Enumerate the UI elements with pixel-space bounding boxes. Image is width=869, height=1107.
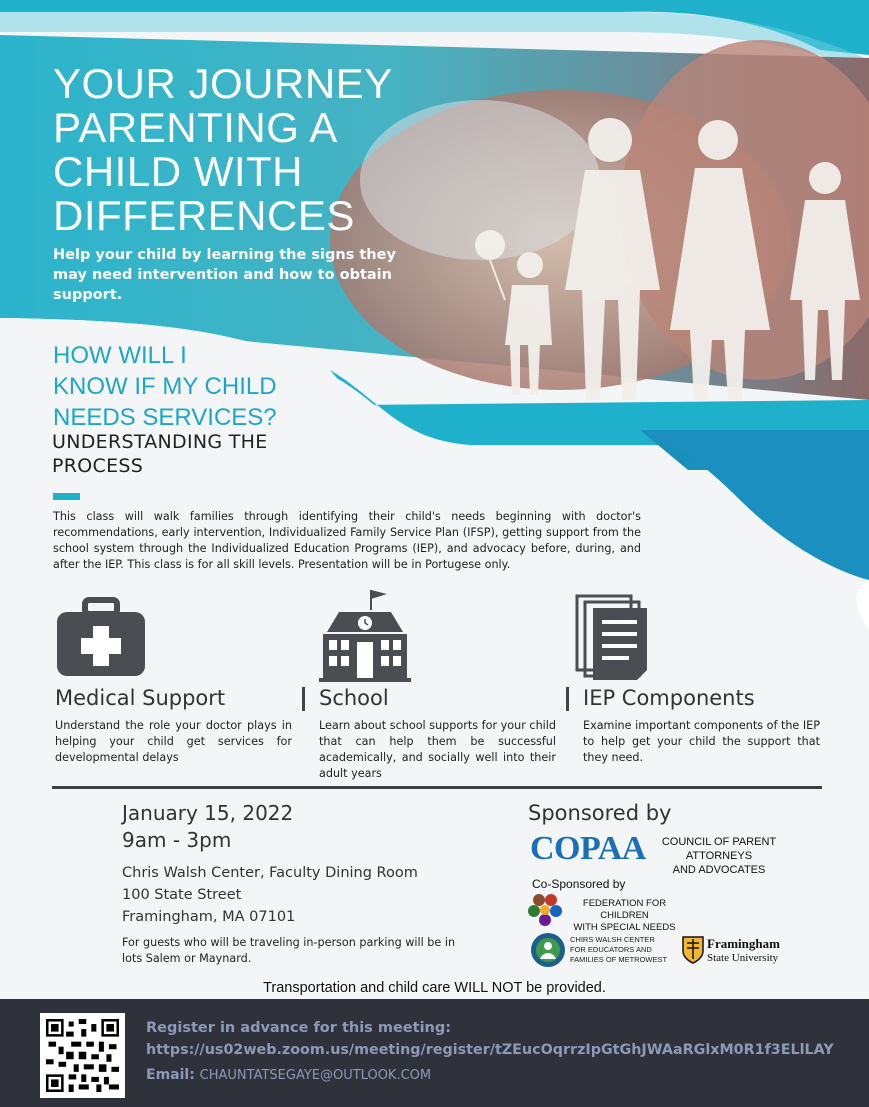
section-divider bbox=[52, 786, 822, 789]
iep-components-text: Examine important components of the IEP to help get your child the support that they need. bbox=[583, 719, 820, 764]
iep-title-bar bbox=[566, 687, 569, 711]
framingham-state-seal-icon bbox=[681, 935, 705, 965]
event-date: January 15, 2022 bbox=[122, 801, 294, 825]
register-link[interactable]: https://us02web.zoom.us/meeting/register/tZEucOqrrzIpGtGhJWAaRGlxM0R1f3ELlLAY bbox=[146, 1042, 834, 1058]
documents-icon bbox=[575, 590, 655, 682]
hero-subtitle: Help your child by learning the signs they may need intervention and how to obtain support. bbox=[53, 247, 396, 303]
school-title: School bbox=[319, 686, 389, 710]
federation-logo-icon bbox=[528, 892, 562, 926]
cosponsored-heading: Co-Sponsored by bbox=[532, 877, 626, 891]
right-wave-decoration bbox=[630, 430, 869, 630]
qr-code[interactable] bbox=[40, 1013, 125, 1098]
school-title-bar bbox=[302, 687, 305, 711]
event-time: 9am - 3pm bbox=[122, 828, 232, 852]
transport-notice: Transportation and child care WILL NOT be provided. bbox=[263, 980, 606, 996]
contact-email[interactable] bbox=[146, 1067, 431, 1083]
event-venue: Chris Walsh Center, Faculty Dining Room 100 State Street Framingham, MA 07101 bbox=[122, 865, 418, 925]
intro-paragraph: This class will walk families through identifying their child's needs beginning with doctor's recommendations, early intervention, Individualized Family Service Plan (IFSP), getting support from the school system through the Individualized Education Programs (IEP), and advocacy before, during, and after the IEP. This class is for all skill levels. Presentation will be in Portugese only. bbox=[53, 510, 641, 571]
email-address[interactable]: CHAUNTATSEGAYE@OUTLOOK.COM bbox=[199, 1068, 432, 1083]
chris-walsh-logo-icon bbox=[529, 931, 567, 969]
medical-kit-icon bbox=[55, 590, 147, 678]
accent-bar bbox=[53, 493, 80, 500]
copaa-name: COUNCIL OF PARENT ATTORNEYS AND ADVOCATES bbox=[661, 836, 777, 876]
framingham-state-line2: State University bbox=[707, 952, 779, 964]
school-text: Learn about school supports for your child that can help them be successful academically, and socially well into their adult years bbox=[319, 719, 556, 780]
question-title: HOW WILL I KNOW IF MY CHILD NEEDS SERVICES? bbox=[53, 342, 277, 431]
question-subtitle: UNDERSTANDING THE PROCESS bbox=[52, 431, 268, 477]
federation-name: FEDERATION FOR CHILDREN WITH SPECIAL NEEDS bbox=[573, 898, 676, 933]
register-heading: Register in advance for this meeting: bbox=[146, 1020, 452, 1036]
qr-code-icon bbox=[46, 1019, 119, 1092]
iep-components-title: IEP Components bbox=[583, 686, 755, 710]
chris-walsh-name: CHIRS WALSH CENTER FOR EDUCATORS AND FAMILIES OF METROWEST bbox=[570, 935, 668, 964]
copaa-logo: COPAA bbox=[530, 830, 646, 867]
framingham-state-line1: Framingham bbox=[707, 936, 780, 951]
medical-support-text: Understand the role your doctor plays in helping your child get services for developmental delays bbox=[55, 719, 292, 764]
sponsored-heading: Sponsored by bbox=[528, 801, 672, 825]
parking-info: For guests who will be traveling in-person parking will be in lots Salem or Maynard. bbox=[122, 936, 456, 965]
school-building-icon bbox=[319, 590, 411, 682]
medical-support-title: Medical Support bbox=[55, 686, 226, 710]
hero-title: YOUR JOURNEY PARENTING A CHILD WITH DIFFERENCES bbox=[53, 60, 393, 239]
email-label: Email: bbox=[146, 1067, 195, 1083]
